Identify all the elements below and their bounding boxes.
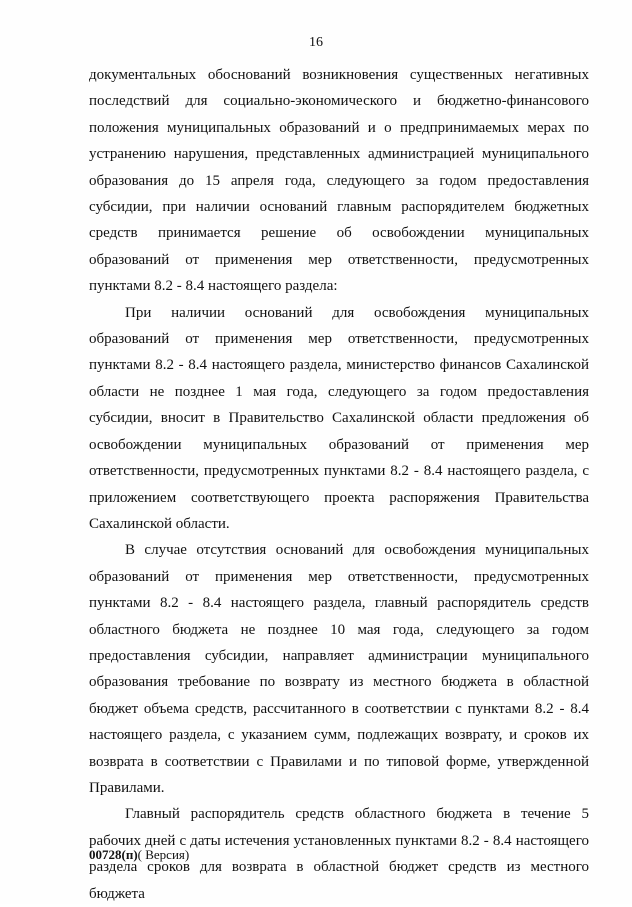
document-body bbox=[89, 62, 589, 907]
paragraph-exemption-proposal: При наличии оснований для освобождения муниципальных образований от применения мер ответственности, предусмотренных пунктами 8.2 - 8.4 настоящего раздела, министерство финансов Сахалинской области не позднее 1 мая года, следующего за годом предоставления субсидии, вносит в Правительство Сахалинской области предложения об освобождении муниципальных образований от применения мер ответственности, предусмотренных пунктами 8.2 - 8.4 настоящего раздела, с приложением соответствующего проекта распоряжения Правительства Сахалинской области. bbox=[89, 304, 589, 532]
paragraph-refund-deadline: Главный распорядитель средств областного бюджета в течение 5 рабочих дней с даты истечения установленных пунктами 8.2 - 8.4 настоящего раздела сроков для возврата в областной бюджет средств из местного бюджета bbox=[89, 806, 589, 902]
document-footer bbox=[89, 847, 189, 863]
paragraph-refund-demand: В случае отсутствия оснований для освобождения муниципальных образований от применения мер ответственности, предусмотренных пунктами 8.2 - 8.4 настоящего раздела, главный распорядитель средств областного бюджета не позднее 10 мая года, следующего за годом предоставления субсидии, направляет администрации муниципального образования требование по возврату из местного бюджета в областной бюджет объема средств, рассчитанного в соответствии с пунктами 8.2 - 8.4 настоящего раздела, с указанием сумм, подлежащих возврату, и сроков их возврата в соответствии с Правилами и по типовой форме, утвержденной Правилами. bbox=[89, 542, 589, 796]
page-number: 16 bbox=[309, 35, 323, 50]
paragraph-continuation: документальных обоснований возникновения существенных негативных последствий для социально-экономического и бюджетно-финансового положения муниципальных образований и о предпринимаемых мерах по устранению нарушения, представленных администрацией муниципального образования до 15 апреля года, следующего за годом предоставления субсидии, при наличии оснований главным распорядителем бюджетных средств принимается решение об освобождении муниципальных образований от применения мер ответственности, предусмотренных пунктами 8.2 - 8.4 настоящего раздела: bbox=[89, 67, 589, 295]
document-version: ( Версия) bbox=[137, 847, 190, 862]
document-code: 00728(п) bbox=[89, 847, 138, 862]
